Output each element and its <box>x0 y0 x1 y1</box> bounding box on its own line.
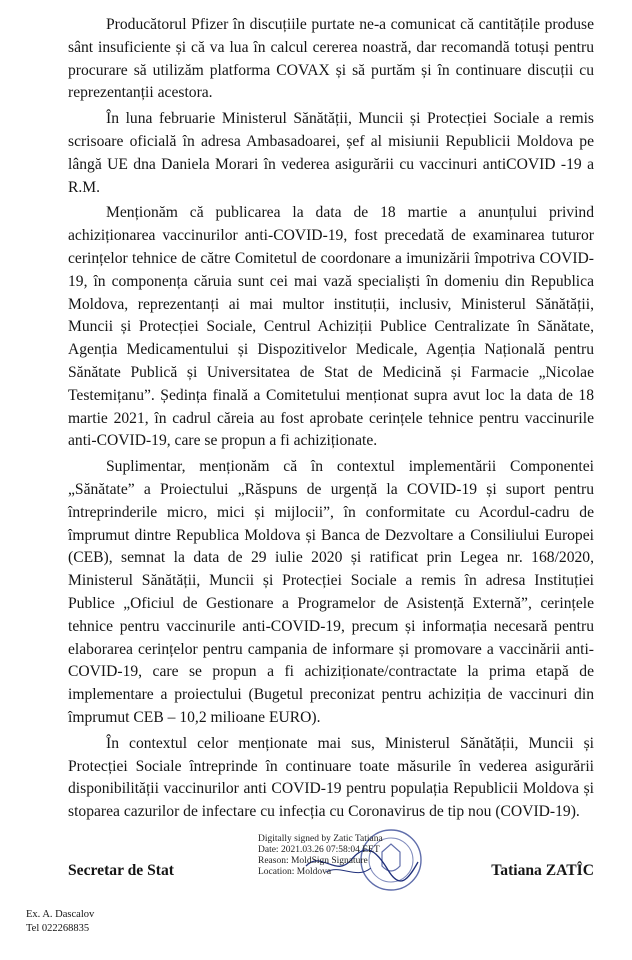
digital-signature-signer: Digitally signed by Zatic Tatiana <box>258 834 383 844</box>
digital-signature-location: Location: Moldova <box>258 867 332 877</box>
signatory-role: Secretar de Stat <box>68 862 174 879</box>
digital-signature-info <box>258 834 383 878</box>
letter-body <box>68 14 594 827</box>
digital-signature-reason: Reason: MoldSign Signature <box>258 856 368 866</box>
paragraph-measures: În contextul celor menționate mai sus, Ministerul Sănătății, Muncii și Protecției Sociale întreprinde în continuare toate măsurile în vederea asigurării disponibilității vaccinurilor anti COVID-19 pentru populația Republicii Moldova și stoparea cazurilor de infectare cu infecția cu Coronavirus de tip nou (COVID-19). <box>68 734 594 821</box>
executor-phone: Tel 022268835 <box>26 923 90 934</box>
executor-name: Ex. A. Dascalov <box>26 909 95 920</box>
paragraph-procurement: Menționăm că publicarea la data de 18 martie a anunțului privind achiziționarea vaccinurilor anti-COVID-19, fost precedată de examinarea tuturor cerințelor tehnice de către Comitetul de coordonare a imunizării împotriva COVID-19, în componența căruia sunt cei mai vază specialiști în domeniu din Republica Moldova, reprezentanți ai mai multor instituții, inclusiv, Ministerul Sănătății, Muncii și Protecției Sociale, Centrul Achiziții Publice Centralizate în Sănătate, Agenția Medicamentului și Dispozitivelor Medicale, Agenția Națională pentru Sănătate Publică și Universitatea de Stat de Medicină și Farmacie „Nicolae Testemițanu”. Ședința finală a Comitetului menționat supra avut loc la data de 18 martie 2021, în cadrul căreia au fost aprobate cerințele tehnice pentru vaccinurile anti-COVID-19, care se propun a fi achiziționate. <box>68 204 594 450</box>
signature-block <box>68 834 594 898</box>
paragraph-ceb-project: Suplimentar, menționăm că în contextul implementării Componentei „Sănătate” a Proiectului „Răspuns de urgență la COVID-19 și suport pentru întreprinderile micro, mici și mijlocii”, în conformitate cu Acordul-cadru de împrumut dintre Republica Moldova și Banca de Dezvoltare a Consiliului Europei (CEB), semnat la data de 29 iulie 2020 și ratificat prin Legea nr. 168/2020, Ministerul Sănătății, Muncii și Protecției Sociale a remis în adresa Instituției Publice „Oficiul de Gestionare a Programelor de Asistență Externă”, cerințele tehnice pentru vaccinurile anti-COVID-19, precum și informația necesară pentru elaborarea cerințelor pentru campania de informare și promovare a vaccinării anti-COVID-19, care se propun a fi achiziționate/contractate la prima etapă de implementare a proiectului (Bugetul preconizat pentru achiziția de vaccinuri din împrumut CEB – 10,2 milioane EURO). <box>68 458 594 726</box>
signatory-name: Tatiana ZATÎC <box>491 862 594 879</box>
paragraph-ambassador: În luna februarie Ministerul Sănătății, Muncii și Protecției Sociale a remis scrisoare oficială în adresa Ambasadoarei, șef al misiunii Republicii Moldova pe lângă UE dna Daniela Morari în vederea asigurării cu vaccinuri antiCOVID -19 a R.M. <box>68 110 594 196</box>
paragraph-pfizer: Producătorul Pfizer în discuțiile purtate ne-a comunicat că cantitățile produse sânt insuficiente și că va lua în calcul cererea noastră, dar recomandă totuși pentru procurare să utilizăm platforma COVAX și să purtăm și în continuare discuții cu reprezentanții acestora. <box>68 16 594 102</box>
digital-signature-date: Date: 2021.03.26 07:58:04 EET <box>258 845 380 855</box>
executor-footer <box>26 908 94 936</box>
